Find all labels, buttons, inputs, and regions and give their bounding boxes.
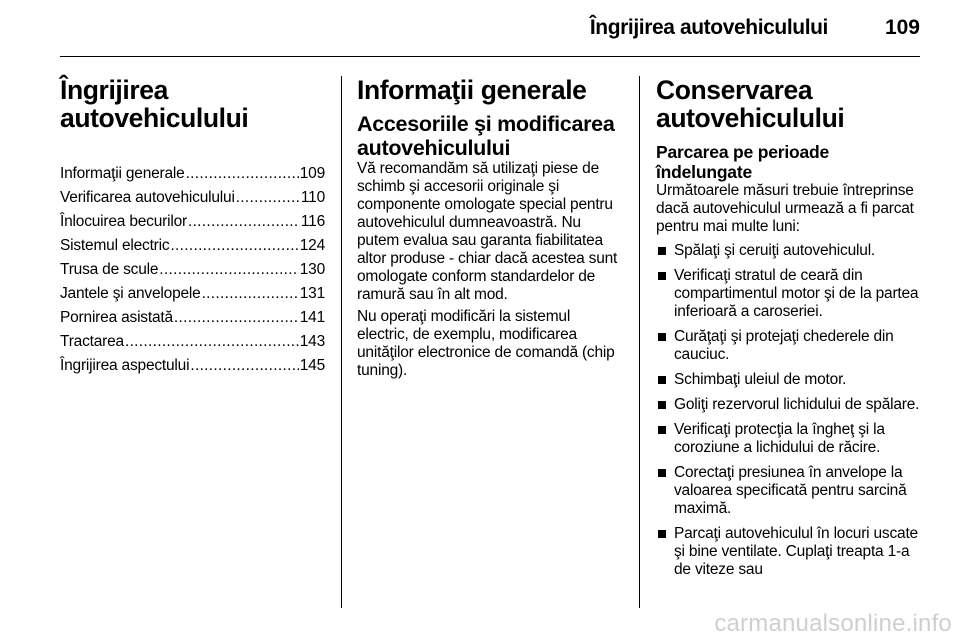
toc-entry-page: 130 <box>299 261 325 278</box>
section-title: Informaţii generale <box>357 75 587 105</box>
list-item-text: Corectaţi presiunea în anvelope la valoarea specificată pentru sarcină maximă. <box>674 464 907 517</box>
toc-entry-label: Jantele şi anvelopele <box>60 285 201 302</box>
toc-entry[interactable] <box>60 162 325 186</box>
toc-entry-page: 141 <box>299 309 325 326</box>
column-divider-2 <box>639 76 640 608</box>
list-item <box>656 371 922 389</box>
running-title: Îngrijirea autovehiculului <box>589 16 828 39</box>
toc-leader-dots <box>174 306 299 330</box>
vehicle-storage-column <box>656 68 922 586</box>
list-item-text: Curăţaţi şi protejaţi chederele din cauciuc. <box>674 328 894 363</box>
column-divider-1 <box>341 76 342 608</box>
toc-column <box>60 68 325 378</box>
square-bullet-icon <box>658 272 666 280</box>
subsection-title: Parcarea pe perioade îndelungate <box>656 142 830 182</box>
toc-entry-page: 143 <box>299 333 325 350</box>
toc-entry-label: Tractarea <box>60 333 124 350</box>
toc-entry[interactable] <box>60 234 325 258</box>
toc-entry[interactable] <box>60 258 325 282</box>
toc-entry-page: 110 <box>300 189 325 206</box>
toc-leader-dots <box>170 234 298 258</box>
body-paragraph: Vă recomandăm să utilizaţi piese de schimb şi accesorii originale şi componente omologate special pentru autovehiculul dumneavoastră. Nu putem evalua sau garanta fiabilitatea altor produse - chiar dacă acestea sunt omologate conform standardelor de ramură sau în alt mod. <box>357 160 618 303</box>
list-item <box>656 421 922 457</box>
square-bullet-icon <box>658 530 666 538</box>
toc-leader-dots <box>125 330 299 354</box>
subsection-title: Accesoriile şi modificarea autovehiculului <box>357 112 615 160</box>
toc-entry-label: Sistemul electric <box>60 237 170 254</box>
toc-leader-dots <box>190 354 298 378</box>
toc-leader-dots <box>236 186 300 210</box>
toc-entry[interactable] <box>60 210 325 234</box>
page-header <box>60 0 920 57</box>
toc-entry-page: 124 <box>299 237 325 254</box>
section-title: Conservarea autovehiculului <box>656 75 845 133</box>
toc-entry[interactable] <box>60 306 325 330</box>
list-item <box>656 242 922 260</box>
toc-entry[interactable] <box>60 330 325 354</box>
toc-entry-page: 145 <box>299 357 325 374</box>
toc-entry-label: Trusa de scule <box>60 261 159 278</box>
list-item <box>656 396 922 414</box>
list-item-text: Goliţi rezervorul lichidului de spălare. <box>674 396 920 413</box>
body-paragraph: Nu operaţi modificări la sistemul electric, de exemplu, modificarea unităţilor electronice de comandă (chip tuning). <box>357 308 615 379</box>
toc-entry-label: Informaţii generale <box>60 165 185 182</box>
list-item-text: Spălaţi şi ceruiţi autovehiculul. <box>674 242 876 259</box>
square-bullet-icon <box>658 426 666 434</box>
square-bullet-icon <box>658 247 666 255</box>
list-item <box>656 267 922 321</box>
toc-entry[interactable] <box>60 354 325 378</box>
page-number: 109 <box>884 16 920 39</box>
toc-entry-label: Pornirea asistată <box>60 309 173 326</box>
list-item <box>656 328 922 364</box>
square-bullet-icon <box>658 469 666 477</box>
table-of-contents <box>60 162 325 378</box>
toc-entry[interactable] <box>60 186 325 210</box>
intro-paragraph: Următoarele măsuri trebuie întreprinse dacă autovehiculul urmează a fi parcat pentru mai multe luni: <box>656 182 914 235</box>
list-item <box>656 525 922 579</box>
list-item-text: Parcaţi autovehiculul în locuri uscate şi bine ventilate. Cuplaţi treapta 1-a de viteze sau <box>674 525 918 578</box>
toc-leader-dots <box>202 282 299 306</box>
toc-entry-page: 116 <box>300 213 325 230</box>
list-item-text: Schimbaţi uleiul de motor. <box>674 371 847 388</box>
toc-entry-page: 109 <box>299 165 325 182</box>
square-bullet-icon <box>658 401 666 409</box>
toc-leader-dots <box>186 162 299 186</box>
general-info-column <box>357 68 622 384</box>
list-item <box>656 464 922 518</box>
toc-entry-label: Îngrijirea aspectului <box>60 357 190 374</box>
chapter-title: Îngrijirea autovehiculului <box>60 75 249 133</box>
toc-entry-label: Înlocuirea becurilor <box>60 213 187 230</box>
storage-steps-list <box>656 242 922 579</box>
list-item-text: Verificaţi stratul de ceară din compartimentul motor şi de la partea inferioară a caroseriei. <box>674 267 919 320</box>
toc-entry-label: Verificarea autovehiculului <box>60 189 235 206</box>
list-item-text: Verificaţi protecţia la îngheţ şi la coroziune a lichidului de răcire. <box>674 421 885 456</box>
toc-leader-dots <box>159 258 298 282</box>
watermark: carmanualsonline.info <box>714 610 952 637</box>
toc-leader-dots <box>188 210 300 234</box>
toc-entry[interactable] <box>60 282 325 306</box>
toc-entry-page: 131 <box>299 285 325 302</box>
square-bullet-icon <box>658 376 666 384</box>
square-bullet-icon <box>658 333 666 341</box>
